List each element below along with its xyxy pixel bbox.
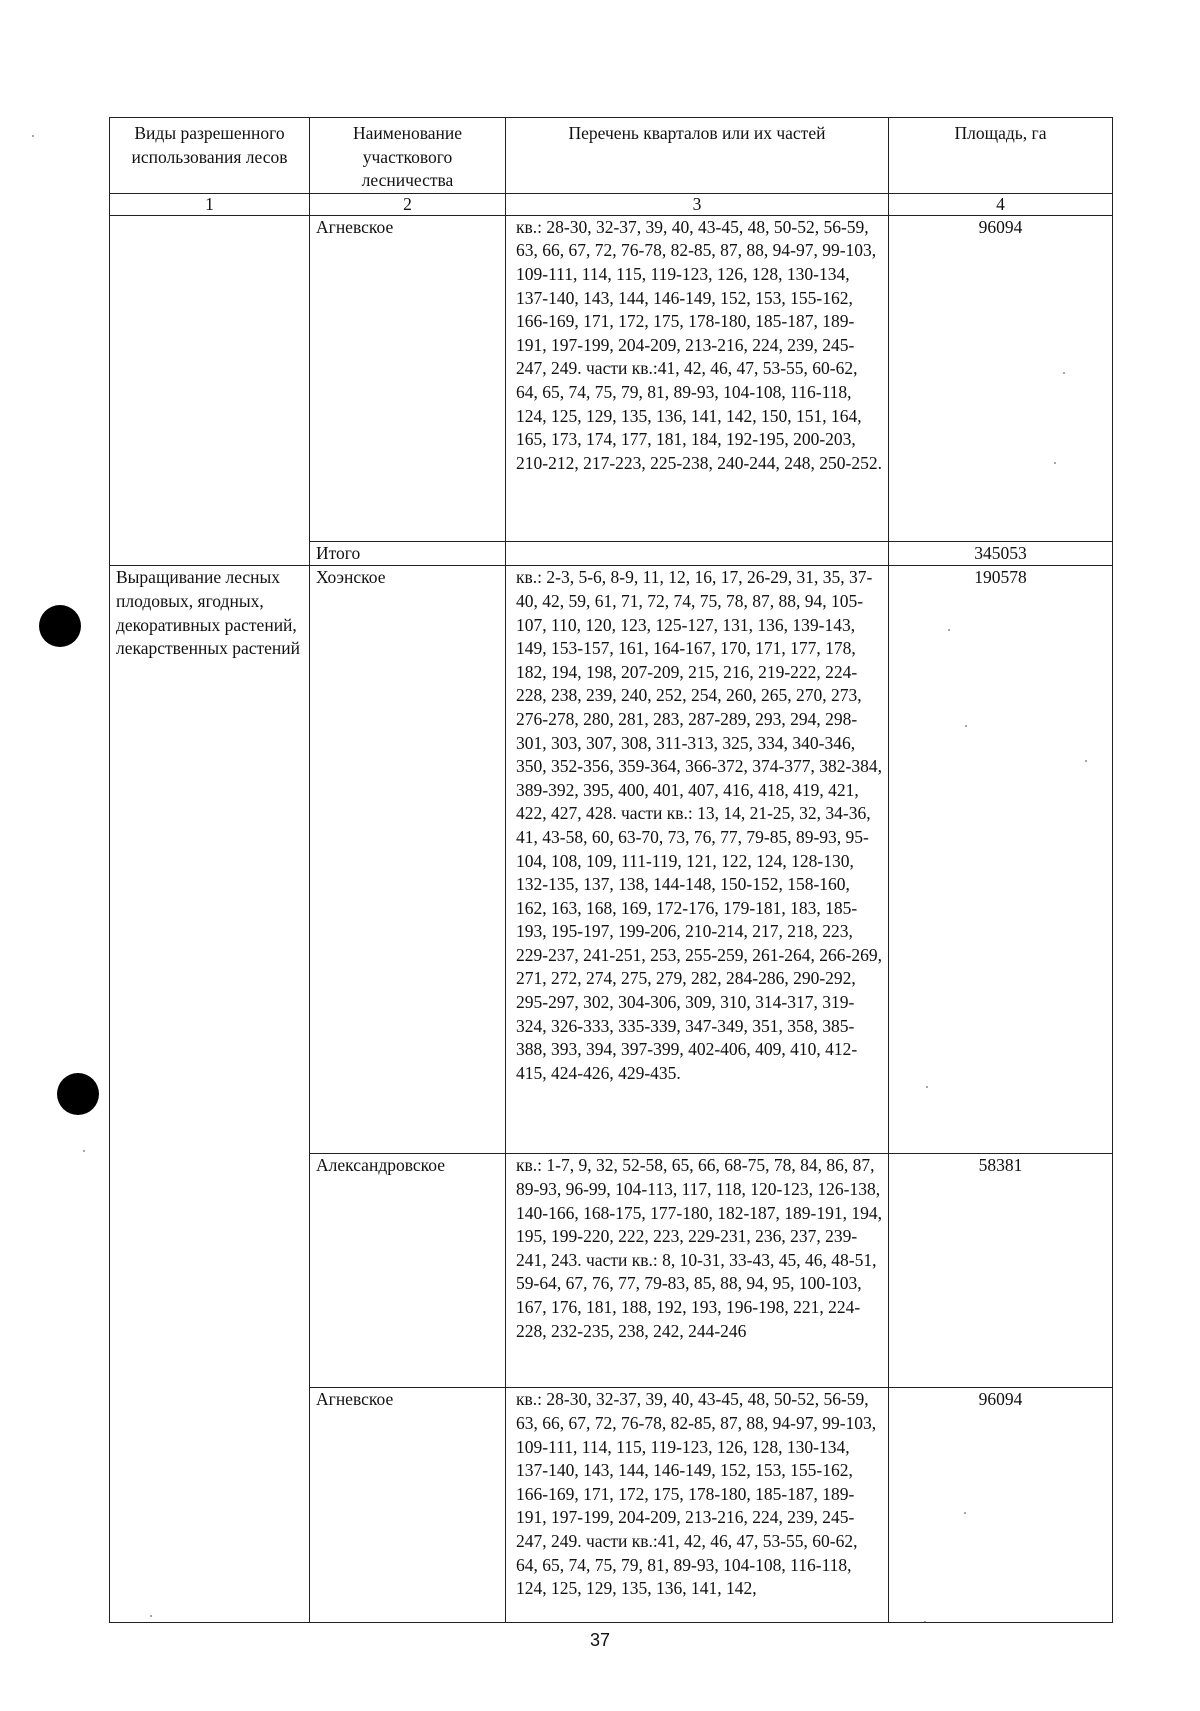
forest-use-table [109, 117, 1113, 1623]
cell-use-type [110, 215, 310, 566]
page-number: 37 [589, 1630, 611, 1650]
column-number: 3 [506, 193, 889, 215]
cell-forestry: Агневское [310, 215, 506, 541]
column-number: 1 [110, 193, 310, 215]
cell-area: 58381 [889, 1154, 1113, 1388]
column-number: 4 [889, 193, 1113, 215]
cell-quarters [506, 541, 889, 566]
table-row [110, 215, 1113, 541]
cell-forestry: Александровское [310, 1154, 506, 1388]
cell-quarters: кв.: 28-30, 32-37, 39, 40, 43-45, 48, 50-52, 56-59, 63, 66, 67, 72, 76-78, 82-85, 87, 88, 94-97, 99-103, 109-111, 114, 115, 119-123, 126, 128, 130-134, 137-140, 143, 144, 146-149, 152, 153, 155-162, 166-169, 171, 172, 175, 178-180, 185-187, 189-191, 197-199, 204-209, 213-216, 224, 239, 245-247, 249. части кв.:41, 42, 46, 47, 53-55, 60-62, 64, 65, 74, 75, 79, 81, 89-93, 104-108, 116-118, 124, 125, 129, 135, 136, 141, 142, 150, 151, 164, 165, 173, 174, 177, 181, 184, 192-195, 200-203, 210-212, 217-223, 225-238, 240-244, 248, 250-252. [506, 215, 889, 541]
cell-area: 190578 [889, 566, 1113, 1154]
header-forestry-name: Наименование участкового лесничества [310, 118, 506, 194]
cell-forestry: Агневское [310, 1388, 506, 1623]
punch-hole-mark [39, 605, 81, 647]
cell-area: 96094 [889, 215, 1113, 541]
column-number: 2 [310, 193, 506, 215]
cell-area: 96094 [889, 1388, 1113, 1623]
cell-total-label: Итого [310, 541, 506, 566]
cell-total-area: 345053 [889, 541, 1113, 566]
column-number-row [110, 193, 1113, 215]
header-use-type: Виды разрешенного использования лесов [110, 118, 310, 194]
table-row [110, 566, 1113, 1154]
cell-quarters: кв.: 2-3, 5-6, 8-9, 11, 12, 16, 17, 26-29, 31, 35, 37-40, 42, 59, 61, 71, 72, 74, 75, 78, 87, 88, 94, 105-107, 110, 120, 123, 125-127, 131, 136, 139-143, 149, 153-157, 161, 164-167, 170, 171, 177, 178, 182, 194, 198, 207-209, 215, 216, 219-222, 224-228, 238, 239, 240, 252, 254, 260, 265, 270, 273, 276-278, 280, 281, 283, 287-289, 293, 294, 298-301, 303, 307, 308, 311-313, 325, 334, 340-346, 350, 352-356, 359-364, 366-372, 374-377, 382-384, 389-392, 395, 400, 401, 407, 416, 418, 419, 421, 422, 427, 428. части кв.: 13, 14, 21-25, 32, 34-36, 41, 43-58, 60, 63-70, 73, 76, 77, 79-85, 89-93, 95-104, 108, 109, 111-119, 121, 122, 124, 128-130, 132-135, 137, 138, 144-148, 150-152, 158-160, 162, 163, 168, 169, 172-176, 179-181, 183, 185-193, 195-197, 199-206, 210-214, 217, 218, 223, 229-237, 241-251, 253, 255-259, 261-264, 266-269, 271, 272, 274, 275, 279, 282, 284-286, 290-292, 295-297, 302, 304-306, 309, 310, 314-317, 319-324, 326-333, 335-339, 347-349, 351, 358, 385-388, 393, 394, 397-399, 402-406, 409, 410, 412-415, 424-426, 429-435. [506, 566, 889, 1154]
cell-quarters: кв.: 1-7, 9, 32, 52-58, 65, 66, 68-75, 78, 84, 86, 87, 89-93, 96-99, 104-113, 117, 118, 120-123, 126-138, 140-166, 168-175, 177-180, 182-187, 189-191, 194, 195, 199-220, 222, 223, 229-231, 236, 237, 239-241, 243. части кв.: 8, 10-31, 33-43, 45, 46, 48-51, 59-64, 67, 76, 77, 79-83, 85, 88, 94, 95, 100-103, 167, 176, 181, 188, 192, 193, 196-198, 221, 224-228, 232-235, 238, 242, 244-246 [506, 1154, 889, 1388]
header-quarter-list: Перечень кварталов или их частей [506, 118, 889, 194]
cell-use-type: Выращивание лесных плодовых, ягодных, декоративных растений, лекарственных растений [110, 566, 310, 1623]
cell-forestry: Хоэнское [310, 566, 506, 1154]
punch-hole-mark [57, 1073, 99, 1115]
header-area: Площадь, га [889, 118, 1113, 194]
cell-quarters: кв.: 28-30, 32-37, 39, 40, 43-45, 48, 50-52, 56-59, 63, 66, 67, 72, 76-78, 82-85, 87, 88, 94-97, 99-103, 109-111, 114, 115, 119-123, 126, 128, 130-134, 137-140, 143, 144, 146-149, 152, 153, 155-162, 166-169, 171, 172, 175, 178-180, 185-187, 189-191, 197-199, 204-209, 213-216, 224, 239, 245-247, 249. части кв.:41, 42, 46, 47, 53-55, 60-62, 64, 65, 74, 75, 79, 81, 89-93, 104-108, 116-118, 124, 125, 129, 135, 136, 141, 142, [506, 1388, 889, 1623]
table-header-row [110, 118, 1113, 194]
